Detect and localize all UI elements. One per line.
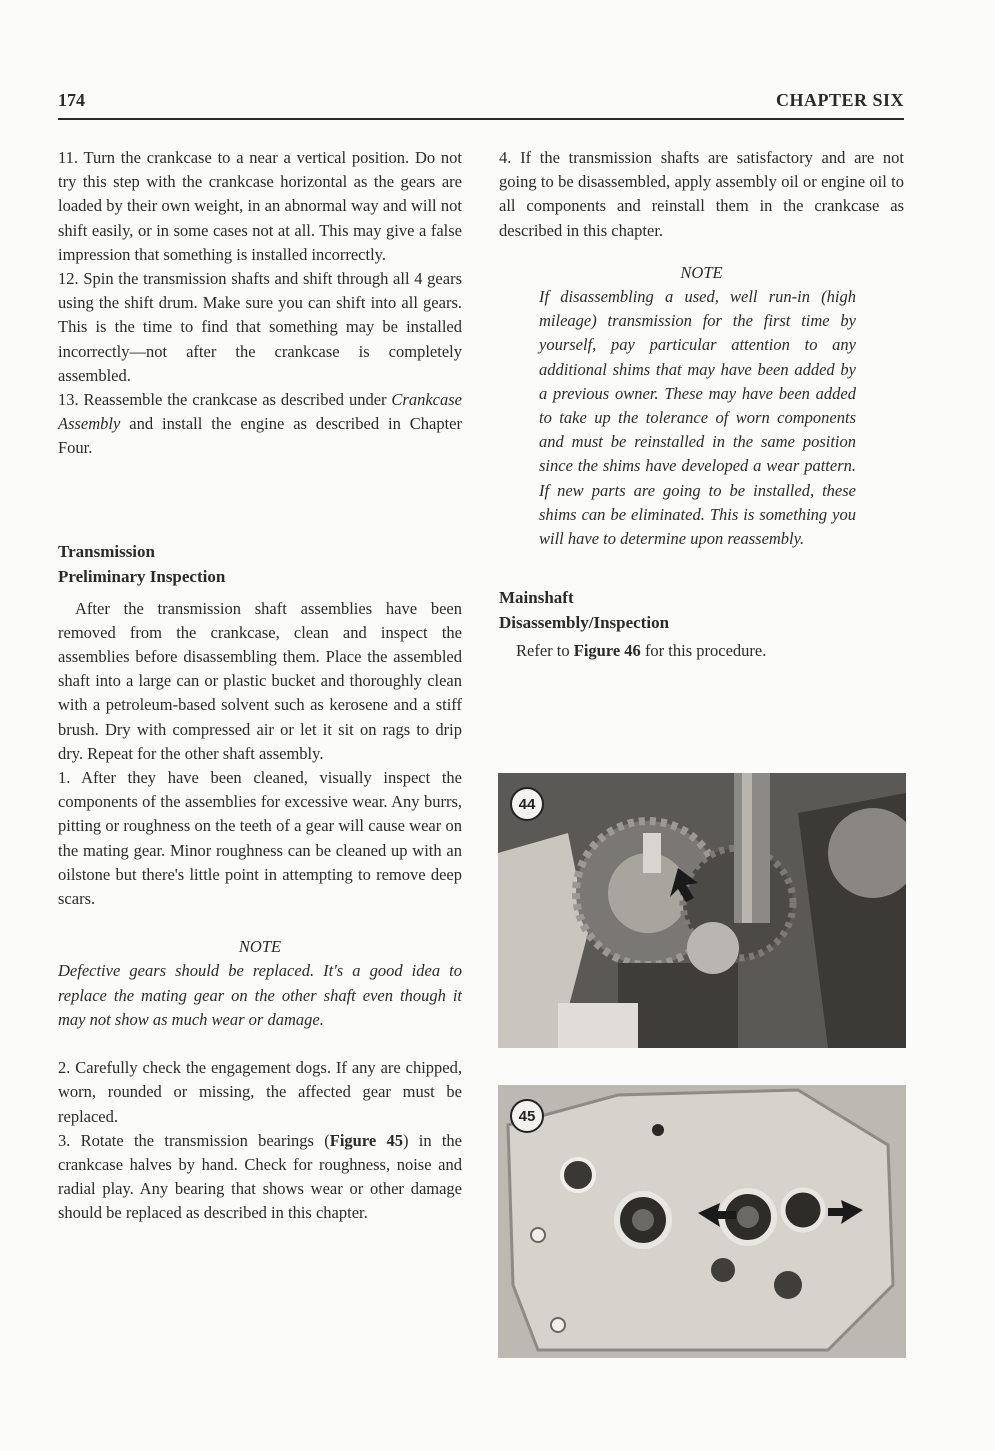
note-title: NOTE	[238, 937, 282, 957]
note-title: NOTE	[680, 262, 723, 282]
note-body: Defective gears should be replaced. It's a good idea to replace the mating gear on the other shaft even though it may not show as much wear or damage.	[58, 961, 462, 1029]
chapter-title: CHAPTER SIX	[775, 90, 904, 110]
gear-photo-illustration	[498, 773, 906, 1048]
refer-tail: for this procedure.	[640, 641, 767, 661]
refer-text: Refer to	[516, 641, 574, 661]
left-column	[58, 146, 462, 1226]
figure-44-photo	[498, 773, 906, 1048]
figure-45-number: 45	[510, 1099, 544, 1133]
step-13-tail: and install the engine as described in Chapter Four.	[58, 414, 462, 458]
figure-reference	[499, 639, 904, 663]
section-subheading: Preliminary Inspection	[58, 566, 226, 586]
step-12: 12. Spin the transmission shafts and shift through all 4 gears using the shift drum. Make sure you can shift into all gears. This is the time to find that something may be installed incorrectly—not after the crankcase is completely assembled.	[58, 269, 462, 385]
step-13-ref: Crankcase Assembly	[58, 390, 462, 434]
step-3-text: 3. Rotate the transmission bearings (	[58, 1130, 330, 1150]
step-11: 11. Turn the crankcase to a near a vertical position. Do not try this step with the crankcase horizontal as the gears are loaded by their own weight, in an abnormal way and will not shift easily, or in some cases not at all. This may give a false impression that something is installed incorrectly.	[58, 148, 462, 264]
right-column	[499, 146, 904, 663]
step-13-text: 13. Reassemble the crankcase as described under	[58, 390, 392, 410]
section-subheading: Disassembly/Inspection	[499, 613, 670, 633]
step-3	[58, 1129, 462, 1226]
intro-paragraph: After the transmission shaft assemblies have been removed from the crankcase, clean and inspect the assemblies before disassembling them. Place the assembled shaft into a large can or plastic bucket and thoroughly clean with a petroleum-based solvent such as kerosene and a stiff brush. Dry with compressed air or let it sit on rags to drip dry. Repeat for the other shaft assembly.	[58, 598, 462, 763]
section-heading: Mainshaft	[499, 588, 574, 608]
crankcase-photo-illustration	[498, 1085, 906, 1358]
page-header	[58, 88, 904, 120]
step-3-tail: ) in the crankcase halves by hand. Check for roughness, noise and radial play. Any bearing that shows wear or other damage should be replaced as described in this chapter.	[58, 1130, 462, 1223]
note-body: If disassembling a used, well run-in (high mileage) transmission for the first time by yourself, pay particular attention to any additional shims that may have been added by a previous owner. These may have been added to take up the tolerance of worn components and must be reinstalled in the same position since the shims have developed a wear pattern. If new parts are going to be installed, these shims can be eliminated. This is something you will have to determine upon reassembly.	[539, 287, 856, 549]
figure-45-photo	[498, 1085, 906, 1358]
figure-45-ref: Figure 45	[329, 1130, 403, 1150]
step-2: 2. Carefully check the engagement dogs. If any are chipped, worn, rounded or missing, the affected gear must be replaced.	[58, 1058, 462, 1126]
step-4: 4. If the transmission shafts are satisfactory and are not going to be disassembled, apply assembly oil or engine oil to all components and reinstall them in the crankcase as described in this chapter.	[499, 148, 904, 240]
figure-44-number: 44	[510, 787, 544, 821]
page-number: 174	[58, 90, 85, 110]
step-1: 1. After they have been cleaned, visually inspect the components of the assemblies for excessive wear. Any burrs, pitting or roughness on the teeth of a gear will cause wear on the mating gear. Minor roughness can be cleaned up with an oilstone but there's little point in attempting to remove deep scars.	[58, 768, 462, 909]
section-heading: Transmission	[58, 541, 155, 561]
step-13	[58, 388, 462, 461]
figure-46-ref: Figure 46	[573, 641, 641, 661]
